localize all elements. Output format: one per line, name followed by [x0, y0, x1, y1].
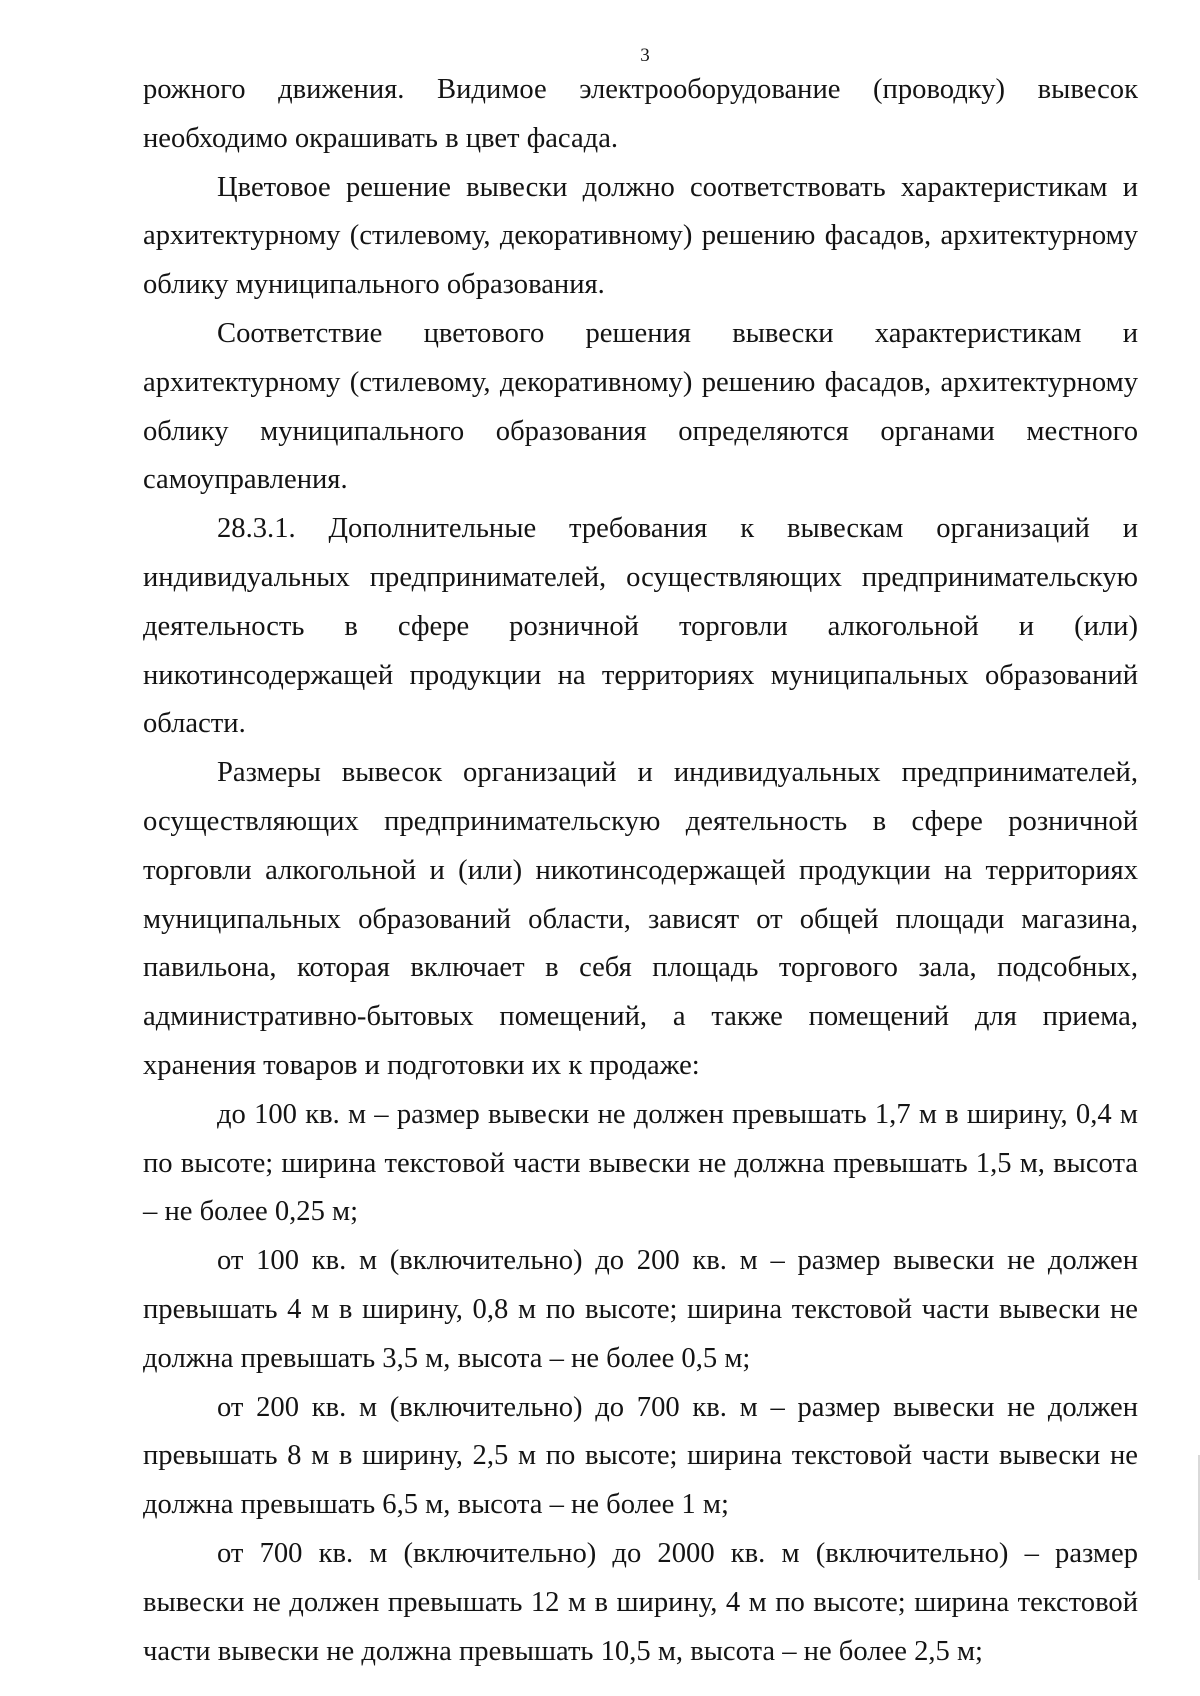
paragraph-1: рожного движения. Видимое электрооборудование (проводку) вывесок необходимо окрашивать в цвет фасада.: [143, 74, 1138, 154]
paragraph-3: Соответствие цветового решения вывески характеристикам и архитектурному (стилевому, декоративному) решению фасадов, архитектурному облику муниципального образования определяются органами местного самоуправления.: [143, 317, 1138, 496]
paragraph-4-section-heading: 28.3.1. Дополнительные требования к вывескам организаций и индивидуальных предпринимателей, осуществляющих предпринимательскую деятельность в сфере розничной торговли алкогольной и (или) никотинсодержащей продукции на территориях муниципальных образований области.: [143, 513, 1138, 740]
paragraph-2: Цветовое решение вывески должно соответствовать характеристикам и архитектурному (стилевому, декоративному) решению фасадов, архитектурному облику муниципального образования.: [143, 171, 1138, 301]
paragraph-6-size-rule: до 100 кв. м – размер вывески не должен превышать 1,7 м в ширину, 0,4 м по высоте; ширина текстовой части вывески не должна превышать 1,5 м, высота – не более 0,25 м;: [143, 1098, 1138, 1228]
paragraph-8-size-rule: от 200 кв. м (включительно) до 700 кв. м – размер вывески не должен превышать 8 м в ширину, 2,5 м по высоте; ширина текстовой части вывески не должна превышать 6,5 м, высота – не более 1 м;: [143, 1391, 1138, 1521]
page-number: 3: [640, 45, 650, 66]
document-body: [143, 66, 1138, 1676]
paragraph-9-size-rule: от 700 кв. м (включительно) до 2000 кв. м (включительно) – размер вывески не должен превышать 12 м в ширину, 4 м по высоте; ширина текстовой части вывески не должна превышать 10,5 м, высота – не более 2,5 м;: [143, 1537, 1138, 1667]
paragraph-7-size-rule: от 100 кв. м (включительно) до 200 кв. м – размер вывески не должен превышать 4 м в ширину, 0,8 м по высоте; ширина текстовой части вывески не должна превышать 3,5 м, высота – не более 0,5 м;: [143, 1245, 1138, 1374]
paragraph-5: Размеры вывесок организаций и индивидуальных предпринимателей, осуществляющих предпринимательскую деятельность в сфере розничной торговли алкогольной и (или) никотинсодержащей продукции на территориях муниципальных образований области, зависят от общей площади магазина, павильона, которая включает в себя площадь торгового зала, подсобных, административно-бытовых помещений, а также помещений для приема, хранения товаров и подготовки их к продаже:: [143, 757, 1138, 1081]
